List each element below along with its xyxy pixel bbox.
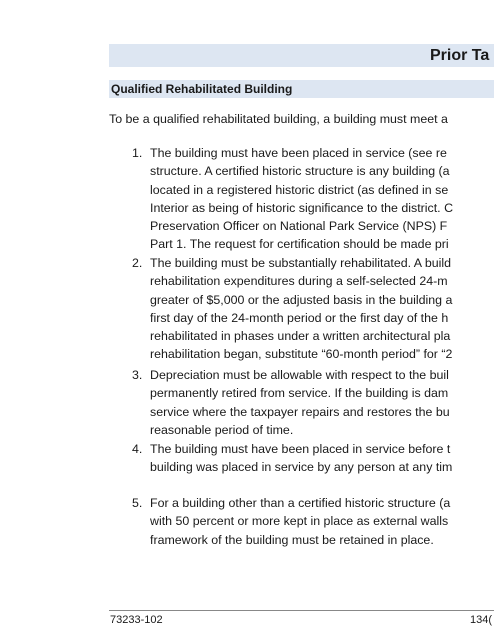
header-bar bbox=[109, 44, 494, 67]
text-line: framework of the building must be retained in place. bbox=[150, 532, 434, 547]
page-title: Prior Ta bbox=[430, 47, 490, 64]
text-line: rehabilitation expenditures during a self-selected 24-m bbox=[150, 274, 448, 289]
text-line: first day of the 24-month period or the first day of the h bbox=[150, 310, 449, 325]
text-line: located in a registered historic district (as defined in se bbox=[150, 182, 449, 197]
text-line: greater of $5,000 or the adjusted basis in the building a bbox=[150, 292, 453, 307]
list-item-text bbox=[150, 494, 450, 549]
list-item-number: 4. bbox=[132, 442, 143, 456]
list-item-text bbox=[150, 254, 452, 364]
text-line: Part 1. The request for certification should be made pri bbox=[150, 237, 449, 252]
list-item-number: 5. bbox=[132, 496, 143, 510]
text-line: with 50 percent or more kept in place as external walls bbox=[150, 514, 449, 529]
text-line: The building must have been placed in service before t bbox=[150, 442, 451, 456]
footer-page-number: 134( bbox=[470, 614, 493, 626]
text-line: rehabilitated in phases under a written architectural pla bbox=[150, 329, 451, 344]
intro-paragraph: To be a qualified rehabilitated building, a building must meet a bbox=[109, 112, 448, 126]
list-item-text bbox=[150, 144, 453, 254]
text-line: structure. A certified historic structure is any building (a bbox=[150, 164, 450, 179]
text-line: permanently retired from service. If the building is dam bbox=[150, 386, 449, 401]
text-line: The building must be substantially rehabilitated. A build bbox=[150, 256, 452, 270]
text-line: For a building other than a certified historic structure (a bbox=[150, 496, 451, 510]
list-item-number: 2. bbox=[132, 256, 143, 270]
text-line: rehabilitation began, substitute “60-month period” for “2 bbox=[150, 347, 453, 362]
text-line: Preservation Officer on National Park Service (NPS) F bbox=[150, 219, 448, 234]
footer-divider bbox=[109, 610, 494, 611]
list-item-number: 3. bbox=[132, 368, 143, 382]
list-item-text bbox=[150, 440, 452, 477]
text-line: Depreciation must be allowable with respect to the buil bbox=[150, 368, 449, 382]
footer-document-code: 73233-102 bbox=[110, 614, 163, 626]
text-line: reasonable period of time. bbox=[150, 422, 294, 437]
text-line: service where the taxpayer repairs and restores the bu bbox=[150, 404, 450, 419]
text-line: Interior as being of historic significance to the district. C bbox=[150, 200, 454, 215]
section-bar bbox=[109, 80, 494, 98]
list-item-text bbox=[150, 366, 450, 439]
section-title: Qualified Rehabilitated Building bbox=[111, 82, 293, 96]
list-item-number: 1. bbox=[132, 146, 143, 160]
text-line: building was placed in service by any person at any tim bbox=[150, 460, 453, 475]
text-line: The building must have been placed in service (see re bbox=[150, 146, 447, 160]
